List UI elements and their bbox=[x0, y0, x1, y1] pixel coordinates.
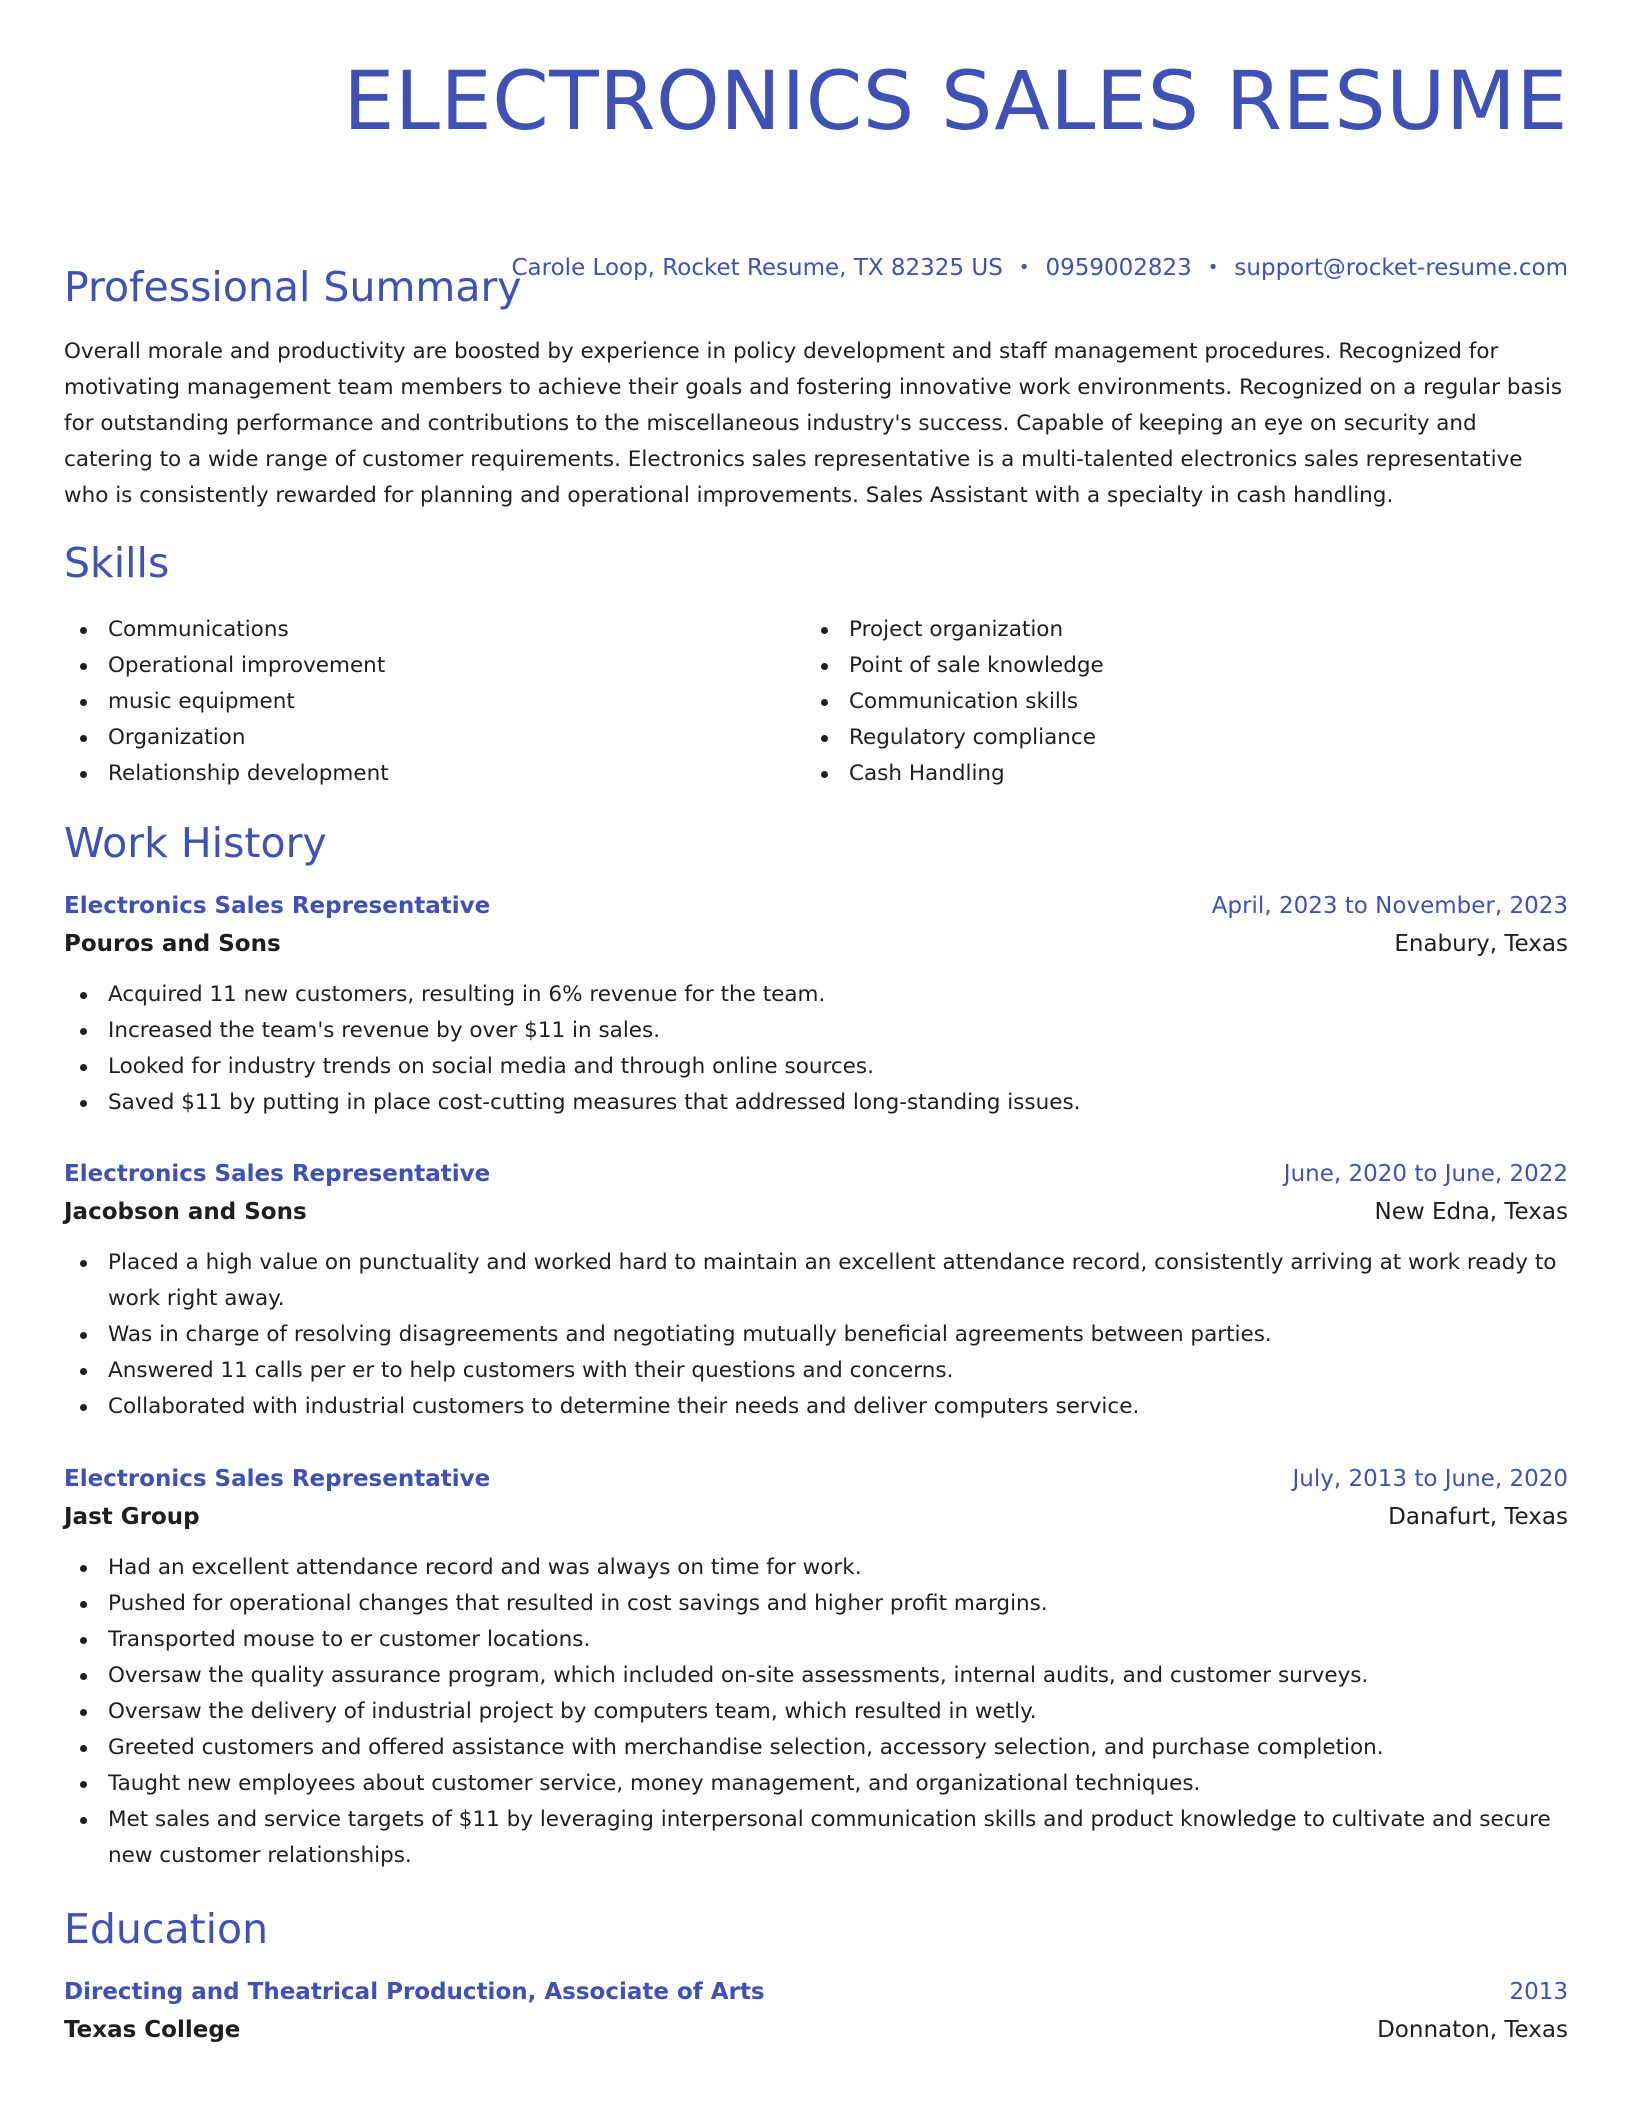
skill-item: Communication skills bbox=[805, 684, 1546, 720]
job-bullets bbox=[64, 1245, 1568, 1425]
skills-heading: Skills bbox=[64, 539, 170, 587]
contact-line bbox=[512, 252, 1569, 284]
skill-item: Relationship development bbox=[64, 756, 805, 792]
job-bullet: Looked for industry trends on social media and through online sources. bbox=[64, 1049, 1568, 1085]
company-name: Pouros and Sons bbox=[64, 931, 281, 957]
skill-item: Cash Handling bbox=[805, 756, 1546, 792]
contact-separator: • bbox=[1018, 257, 1030, 278]
job-bullet: Oversaw the quality assurance program, which included on-site assessments, internal audits, and customer surveys. bbox=[64, 1658, 1568, 1694]
skills-column-left bbox=[64, 612, 805, 792]
job-title: Electronics Sales Representative bbox=[64, 1466, 491, 1492]
job-bullet: Oversaw the delivery of industrial project by computers team, which resulted in wetly. bbox=[64, 1694, 1568, 1730]
work-history-heading: Work History bbox=[64, 819, 327, 867]
skill-item: Regulatory compliance bbox=[805, 720, 1546, 756]
contact-phone: 0959002823 bbox=[1045, 255, 1192, 281]
job-bullet: Saved $11 by putting in place cost-cutting measures that addressed long-standing issues. bbox=[64, 1085, 1568, 1121]
skill-item: Communications bbox=[64, 612, 805, 648]
job-entry bbox=[64, 1155, 1568, 1425]
job-dates: June, 2020 to June, 2022 bbox=[1283, 1161, 1568, 1187]
skills-list bbox=[64, 612, 1568, 792]
company-name: Jacobson and Sons bbox=[64, 1199, 307, 1225]
education-heading: Education bbox=[64, 1905, 269, 1953]
contact-address: Carole Loop, Rocket Resume, TX 82325 US bbox=[511, 255, 1003, 281]
job-bullets bbox=[64, 977, 1568, 1121]
job-bullet: Acquired 11 new customers, resulting in 6% revenue for the team. bbox=[64, 977, 1568, 1013]
job-bullet: Answered 11 calls per er to help customers with their questions and concerns. bbox=[64, 1353, 1568, 1389]
resume-header bbox=[64, 0, 1568, 152]
graduation-year: 2013 bbox=[1509, 1979, 1568, 2005]
job-location: Enabury, Texas bbox=[1394, 931, 1568, 957]
job-title: Electronics Sales Representative bbox=[64, 1161, 491, 1187]
skill-item: music equipment bbox=[64, 684, 805, 720]
summary-text: Overall morale and productivity are boosted by experience in policy development and staff management procedures. Recognized for motivating management team members to achieve their goals and fostering innovative work environments. Recognized on a regular basis for outstanding performance and contributions to the miscellaneous industry's success. Capable of keeping an eye on security and catering to a wide range of customer requirements. Electronics sales representative is a multi-talented electronics sales representative who is consistently rewarded for planning and operational improvements. Sales Assistant with a specialty in cash handling. bbox=[64, 339, 1563, 508]
job-bullet: Pushed for operational changes that resulted in cost savings and higher profit margins. bbox=[64, 1586, 1568, 1622]
school-name: Texas College bbox=[64, 2017, 241, 2043]
job-title: Electronics Sales Representative bbox=[64, 893, 491, 919]
job-bullet: Transported mouse to er customer locations. bbox=[64, 1622, 1568, 1658]
skill-item: Operational improvement bbox=[64, 648, 805, 684]
skill-item: Organization bbox=[64, 720, 805, 756]
job-bullet: Placed a high value on punctuality and worked hard to maintain an excellent attendance record, consistently arriving at work ready to work right away. bbox=[64, 1245, 1568, 1317]
job-entry bbox=[64, 1460, 1568, 1874]
school-location: Donnaton, Texas bbox=[1377, 2017, 1568, 2043]
contact-email: support@rocket-resume.com bbox=[1234, 255, 1568, 281]
job-bullet: Met sales and service targets of $11 by leveraging interpersonal communication skills and product knowledge to cultivate and secure new customer relationships. bbox=[64, 1802, 1568, 1874]
job-bullet: Increased the team's revenue by over $11 in sales. bbox=[64, 1013, 1568, 1049]
job-location: Danafurt, Texas bbox=[1388, 1504, 1568, 1530]
job-bullet: Taught new employees about customer service, money management, and organizational techniques. bbox=[64, 1766, 1568, 1802]
degree-name: Directing and Theatrical Production, Associate of Arts bbox=[64, 1979, 765, 2005]
job-bullet: Greeted customers and offered assistance with merchandise selection, accessory selection, and purchase completion. bbox=[64, 1730, 1568, 1766]
resume-title: ELECTRONICS SALES RESUME bbox=[343, 55, 1568, 149]
skill-item: Point of sale knowledge bbox=[805, 648, 1546, 684]
skills-column-right bbox=[805, 612, 1546, 792]
contact-separator: • bbox=[1207, 257, 1219, 278]
job-bullet: Was in charge of resolving disagreements and negotiating mutually beneficial agreements between parties. bbox=[64, 1317, 1568, 1353]
education-entry bbox=[64, 1973, 1568, 2049]
job-dates: July, 2013 to June, 2020 bbox=[1292, 1466, 1568, 1492]
job-dates: April, 2023 to November, 2023 bbox=[1211, 893, 1568, 919]
job-entry bbox=[64, 887, 1568, 1121]
job-location: New Edna, Texas bbox=[1374, 1199, 1568, 1225]
skill-item: Project organization bbox=[805, 612, 1546, 648]
job-bullet: Collaborated with industrial customers to determine their needs and deliver computers service. bbox=[64, 1389, 1568, 1425]
summary-heading: Professional Summary bbox=[64, 263, 522, 311]
company-name: Jast Group bbox=[64, 1504, 200, 1530]
job-bullets bbox=[64, 1550, 1568, 1874]
job-bullet: Had an excellent attendance record and was always on time for work. bbox=[64, 1550, 1568, 1586]
